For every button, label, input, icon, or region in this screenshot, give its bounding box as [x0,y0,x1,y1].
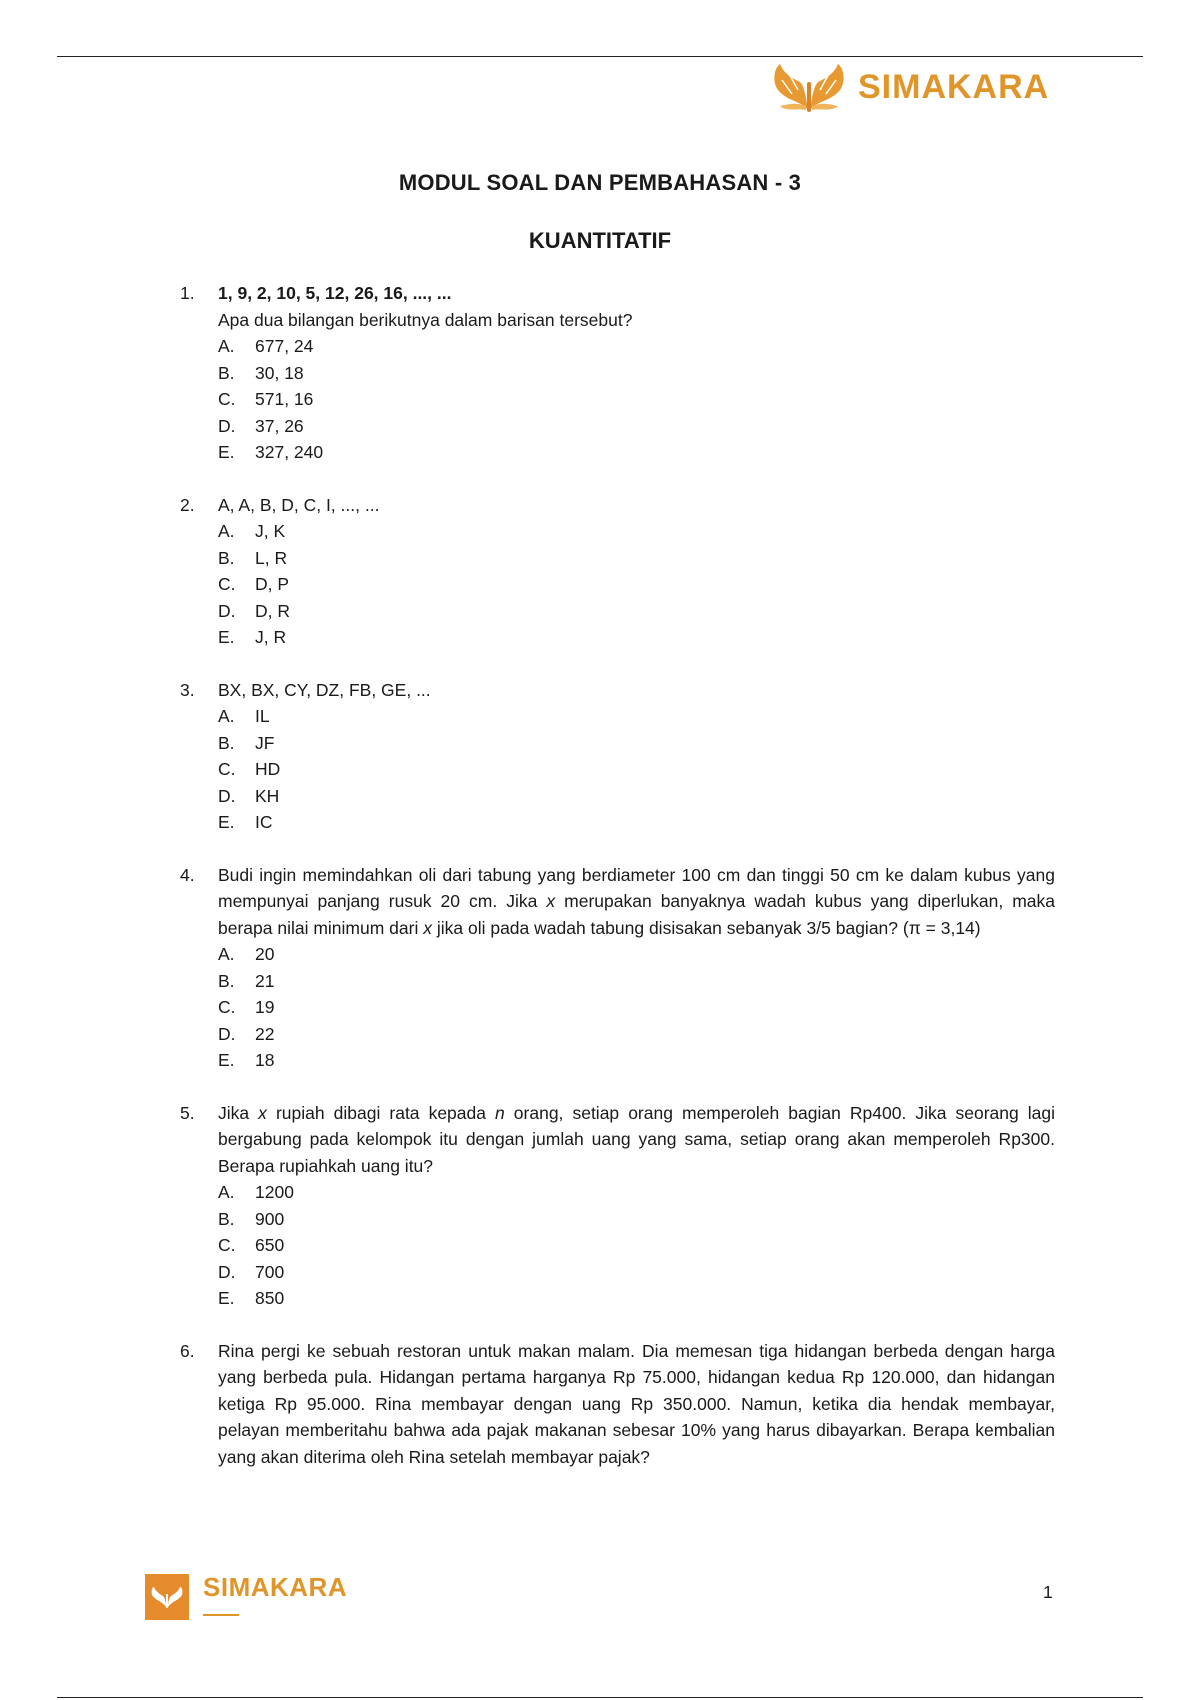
option-letter: C. [218,759,236,779]
option-text: HD [255,759,281,779]
option-text: 20 [255,944,275,964]
option-d [218,413,1055,440]
option-text: D, R [255,600,290,621]
question-6 [180,1338,1055,1471]
option-letter: A. [218,521,235,541]
option-letter: B. [218,732,235,753]
question-4 [180,862,1055,1074]
question-number: 1. [180,283,195,303]
option-letter: E. [218,1050,235,1070]
option-e [218,624,1055,651]
option-text: IC [255,812,273,832]
footer-brand-name: SIMAKARA [203,1572,347,1603]
option-text: 30, 18 [255,362,304,383]
option-text: IL [255,706,270,726]
option-letter: A. [218,1182,235,1202]
option-b [218,730,1055,757]
option-letter: A. [218,706,235,726]
option-text: 327, 240 [255,442,324,462]
option-text: 22 [255,1023,275,1044]
option-c [218,571,1055,598]
question-text: A, A, B, D, C, I, ..., ... [218,494,380,515]
footer-logo [145,1572,347,1620]
option-text: 18 [255,1050,275,1070]
option-text: 21 [255,970,275,991]
option-d [218,783,1055,810]
option-text: L, R [255,547,288,568]
option-a [218,333,1055,360]
option-text: 900 [255,1208,285,1229]
question-number: 5. [180,1102,195,1123]
option-letter: C. [218,574,236,594]
question-text: Jika x rupiah dibagi rata kepada n orang, setiap orang memperoleh bagian Rp400. Jika seorang lagi bergabung pada kelompok itu dengan jumlah uang yang sama, setiap orang akan memperoleh Rp300. Berapa rupiahkah uang itu? [218,1102,1056,1176]
option-text: 850 [255,1288,285,1308]
option-letter: D. [218,600,236,621]
option-d [218,1021,1055,1048]
option-e [218,1285,1055,1312]
header-brand-name: SIMAKARA [858,67,1050,106]
option-text: 650 [255,1235,285,1255]
question-number: 2. [180,494,195,515]
page-number: 1 [1043,1582,1053,1602]
simakara-square-logo-icon [145,1574,189,1620]
question-number: 4. [180,864,195,885]
option-a [218,703,1055,730]
butterfly-logo-icon [770,60,848,114]
option-c [218,1232,1055,1259]
question-list [180,280,1055,1470]
option-letter: D. [218,1023,236,1044]
option-letter: B. [218,547,235,568]
option-letter: D. [218,1261,236,1282]
question-prompt: Apa dua bilangan berikutnya dalam barisan tersebut? [218,309,633,330]
question-text: BX, BX, CY, DZ, FB, GE, ... [218,679,431,700]
option-a [218,941,1055,968]
option-text: J, R [255,627,287,647]
question-text: Rina pergi ke sebuah restoran untuk makan malam. Dia memesan tiga hidangan berbeda dengan harga yang berbeda pula. Hidangan pertama harganya Rp 75.000, hidangan kedua Rp 120.000, dan hidangan ketiga Rp 95.000. Rina membayar dengan uang Rp 350.000. Namun, ketika dia hendak membayar, pelayan memberitahu bahwa ada pajak makanan sebesar 10% yang harus dibayarkan. Berapa kembalian yang akan diterima oleh Rina setelah membayar pajak? [218,1340,1055,1467]
option-letter: B. [218,970,235,991]
question-3 [180,677,1055,836]
option-letter: A. [218,336,235,356]
footer-brand-underline [203,1614,239,1616]
question-2 [180,492,1055,651]
option-e [218,809,1055,836]
bottom-rule [57,1697,1143,1698]
option-e [218,439,1055,466]
option-d [218,1259,1055,1286]
question-5 [180,1100,1055,1312]
option-e [218,1047,1055,1074]
option-letter: D. [218,785,236,806]
option-letter: D. [218,415,236,436]
option-text: J, K [255,521,286,541]
document-title: MODUL SOAL DAN PEMBAHASAN - 3 [398,170,802,195]
option-letter: E. [218,627,235,647]
top-rule [57,56,1143,57]
option-letter: C. [218,997,236,1017]
option-text: 571, 16 [255,389,314,409]
option-text: JF [255,732,275,753]
option-text: D, P [255,574,290,594]
option-letter: B. [218,1208,235,1229]
option-c [218,756,1055,783]
option-letter: E. [218,1288,235,1308]
question-number: 3. [180,679,195,700]
option-b [218,1206,1055,1233]
option-a [218,1179,1055,1206]
option-text: 37, 26 [255,415,304,436]
option-b [218,360,1055,387]
question-text: Budi ingin memindahkan oli dari tabung yang berdiameter 100 cm dan tinggi 50 cm ke dalam kubus yang mempunyai panjang rusuk 20 cm. Jika x merupakan banyaknya wadah kubus yang diperlukan, maka berapa nilai minimum dari x jika oli pada wadah tabung disisakan sebanyak 3/5 bagian? (π = 3,14) [218,864,1056,938]
option-c [218,994,1055,1021]
option-b [218,545,1055,572]
option-text: 700 [255,1261,285,1282]
question-1 [180,280,1055,466]
option-d [218,598,1055,625]
option-letter: E. [218,442,235,462]
option-letter: B. [218,362,235,383]
question-number: 6. [180,1340,195,1361]
option-letter: A. [218,944,235,964]
header-logo [770,60,1049,114]
document-subtitle: KUANTITATIF [528,228,672,253]
option-c [218,386,1055,413]
option-text: 1200 [255,1182,294,1202]
option-a [218,518,1055,545]
option-b [218,968,1055,995]
option-text: 19 [255,997,275,1017]
option-letter: C. [218,389,236,409]
option-letter: C. [218,1235,236,1255]
option-text: 677, 24 [255,336,314,356]
question-text: 1, 9, 2, 10, 5, 12, 26, 16, ..., ... [218,283,452,303]
option-letter: E. [218,812,235,832]
option-text: KH [255,785,280,806]
